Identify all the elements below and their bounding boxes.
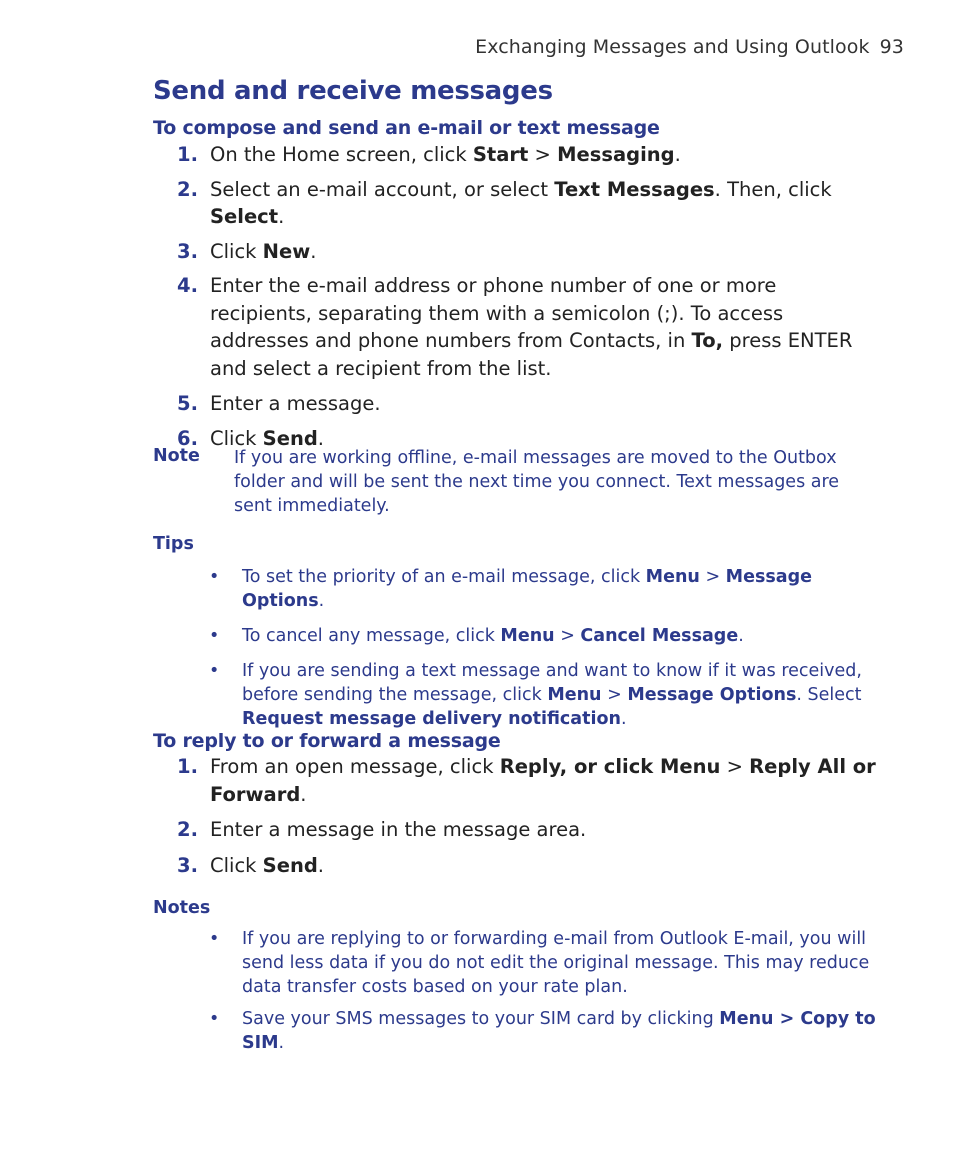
compose-step-2: 2. Select an e-mail account, or select Text Messages. Then, click Select. bbox=[177, 177, 832, 228]
note-item-1: • If you are replying to or forwarding e-mail from Outlook E-mail, you will send less data if you do not edit the original message. This may reduce data transfer costs based on your rate plan. bbox=[209, 929, 870, 997]
compose-steps bbox=[153, 141, 883, 452]
tip-item-1: • To set the priority of an e-mail message, click Menu > Message Options. bbox=[209, 567, 812, 611]
reply-steps bbox=[153, 753, 883, 879]
step-number: 6. bbox=[177, 426, 198, 450]
notes-section bbox=[153, 898, 883, 1055]
note-label: Note bbox=[153, 446, 200, 466]
step-number: 1. bbox=[177, 755, 198, 778]
compose-step-6: 6. Click Send. bbox=[153, 425, 883, 453]
compose-step-4: 4. Enter the e-mail address or phone number of one or more recipients, separating them with a semicolon (;). To access addresses and phone numbers from Contacts, in To, press ENTER and select a recipient from the list. bbox=[177, 274, 853, 380]
reply-step-2: 2. Enter a message in the message area. bbox=[153, 816, 883, 844]
tips-section bbox=[153, 534, 883, 731]
page-number: 93 bbox=[879, 36, 904, 58]
reply-section bbox=[153, 730, 883, 879]
compose-heading: To compose and send an e-mail or text message bbox=[153, 117, 660, 139]
step-number: 3. bbox=[177, 853, 198, 877]
bullet: • bbox=[209, 1009, 220, 1029]
note-text: If you are working offline, e-mail messages are moved to the Outbox folder and will be sent the next time you connect. Text messages are sent immediately. bbox=[234, 448, 840, 516]
chapter-title: Exchanging Messages and Using Outlook bbox=[475, 36, 870, 58]
step-number: 1. bbox=[177, 143, 198, 166]
bullet: • bbox=[209, 661, 220, 681]
compose-section bbox=[153, 117, 883, 452]
tip-item-3: • If you are sending a text message and want to know if it was received, before sending the message, click Menu > Message Options. Select Request message delivery notification. bbox=[209, 661, 862, 729]
running-header bbox=[475, 36, 904, 58]
step-number: 2. bbox=[177, 177, 198, 201]
bullet: • bbox=[209, 929, 220, 949]
bullet: • bbox=[209, 567, 220, 587]
notes-label: Notes bbox=[153, 898, 211, 918]
reply-step-3: 3. Click Send. bbox=[153, 852, 883, 880]
page-title: Send and receive messages bbox=[153, 76, 553, 106]
step-number: 5. bbox=[177, 392, 198, 415]
compose-step-1: 1. On the Home screen, click Start > Messaging. bbox=[153, 141, 883, 169]
step-number: 4. bbox=[177, 274, 198, 297]
step-number: 2. bbox=[177, 818, 198, 841]
note-box bbox=[153, 446, 883, 518]
step-number: 3. bbox=[177, 239, 198, 263]
compose-step-3: 3. Click New. bbox=[153, 238, 883, 266]
reply-heading: To reply to or forward a message bbox=[153, 730, 501, 752]
compose-step-5: 5. Enter a message. bbox=[153, 390, 883, 418]
tips-label: Tips bbox=[153, 534, 194, 554]
tip-item-2: • To cancel any message, click Menu > Cancel Message. bbox=[209, 626, 744, 646]
reply-step-1: 1. From an open message, click Reply, or click Menu > Reply All or Forward. bbox=[177, 755, 876, 806]
note-item-2: • Save your SMS messages to your SIM card by clicking Menu > Copy to SIM. bbox=[209, 1009, 876, 1053]
bullet: • bbox=[209, 626, 220, 646]
